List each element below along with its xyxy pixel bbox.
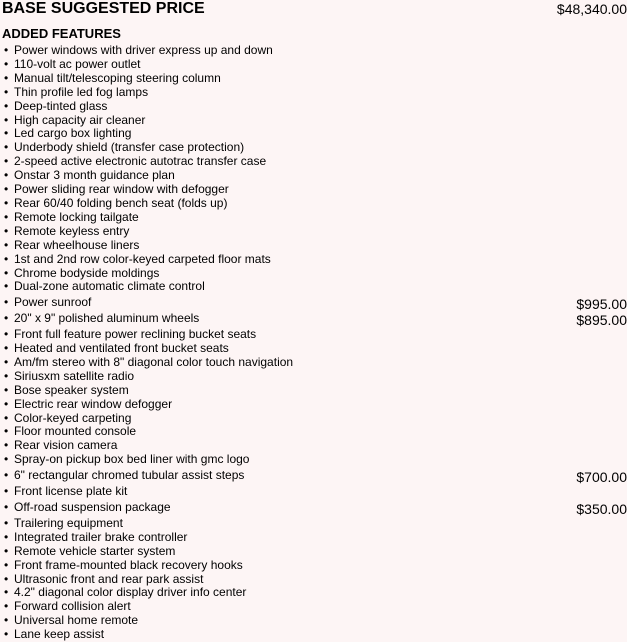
bullet-icon: • bbox=[4, 627, 9, 642]
feature-label: Universal home remote bbox=[14, 613, 139, 628]
feature-label: 2-speed active electronic autotrac transfer case bbox=[14, 154, 267, 169]
bullet-icon: • bbox=[4, 279, 9, 294]
bullet-icon: • bbox=[4, 265, 9, 280]
bullet-icon: • bbox=[4, 500, 9, 514]
feature-item bbox=[4, 614, 627, 628]
feature-item bbox=[4, 225, 627, 239]
feature-item bbox=[4, 253, 627, 267]
feature-label: Spray-on pickup box bed liner with gmc logo bbox=[14, 452, 250, 467]
feature-item bbox=[4, 114, 627, 128]
feature-label: 20" x 9" polished aluminum wheels bbox=[14, 311, 200, 326]
feature-label: Remote keyless entry bbox=[14, 223, 130, 238]
feature-item bbox=[4, 86, 627, 100]
feature-item bbox=[4, 239, 627, 253]
feature-item bbox=[4, 169, 627, 183]
bullet-icon: • bbox=[4, 354, 9, 369]
bullet-icon: • bbox=[4, 112, 9, 127]
bullet-icon: • bbox=[4, 311, 9, 326]
feature-item bbox=[4, 342, 627, 356]
feature-label: Heated and ventilated front bucket seats bbox=[14, 341, 229, 356]
bullet-icon: • bbox=[4, 84, 9, 99]
bullet-icon: • bbox=[4, 341, 9, 356]
bullet-icon: • bbox=[4, 396, 9, 411]
feature-item bbox=[4, 197, 627, 211]
feature-item bbox=[4, 127, 627, 141]
feature-item bbox=[4, 183, 627, 197]
feature-label: Chrome bodyside moldings bbox=[14, 265, 160, 280]
bullet-icon: • bbox=[4, 182, 9, 197]
feature-label: Onstar 3 month guidance plan bbox=[14, 168, 175, 183]
bullet-icon: • bbox=[4, 168, 9, 183]
feature-item bbox=[4, 398, 627, 412]
bullet-icon: • bbox=[4, 327, 9, 342]
feature-label: Thin profile led fog lamps bbox=[14, 84, 149, 99]
feature-label: Am/fm stereo with 8" diagonal color touch navigation bbox=[14, 354, 294, 369]
bullet-icon: • bbox=[4, 613, 9, 628]
feature-item bbox=[4, 425, 627, 439]
feature-label: Bose speaker system bbox=[14, 382, 129, 397]
feature-label: Integrated trailer brake controller bbox=[14, 529, 188, 544]
bullet-icon: • bbox=[4, 251, 9, 266]
feature-label: Deep-tinted glass bbox=[14, 98, 108, 113]
feature-item bbox=[4, 311, 627, 329]
bullet-icon: • bbox=[4, 599, 9, 614]
bullet-icon: • bbox=[4, 98, 9, 113]
feature-item bbox=[4, 58, 627, 72]
feature-item bbox=[4, 211, 627, 225]
bullet-icon: • bbox=[4, 56, 9, 71]
bullet-icon: • bbox=[4, 295, 9, 310]
bullet-icon: • bbox=[4, 195, 9, 210]
feature-label: Rear vision camera bbox=[14, 438, 118, 453]
feature-price: $350.00 bbox=[576, 501, 627, 517]
feature-label: Remote vehicle starter system bbox=[14, 543, 176, 558]
bullet-icon: • bbox=[4, 571, 9, 586]
feature-item bbox=[4, 384, 627, 398]
feature-item bbox=[4, 44, 627, 58]
bullet-icon: • bbox=[4, 382, 9, 397]
feature-label: Ultrasonic front and rear park assist bbox=[14, 571, 204, 586]
feature-item bbox=[4, 100, 627, 114]
feature-label: Rear wheelhouse liners bbox=[14, 237, 140, 252]
feature-item bbox=[4, 531, 627, 545]
bullet-icon: • bbox=[4, 237, 9, 252]
feature-item bbox=[4, 280, 627, 294]
feature-item bbox=[4, 141, 627, 155]
feature-label: Power sliding rear window with defogger bbox=[14, 182, 229, 197]
bullet-icon: • bbox=[4, 70, 9, 85]
feature-label: 1st and 2nd row color-keyed carpeted floor mats bbox=[14, 251, 271, 266]
bullet-icon: • bbox=[4, 529, 9, 544]
feature-label: Power windows with driver express up and down bbox=[14, 43, 273, 57]
feature-label: Led cargo box lighting bbox=[14, 126, 132, 141]
feature-item bbox=[4, 267, 627, 281]
feature-label: Floor mounted console bbox=[14, 424, 137, 439]
feature-label: Remote locking tailgate bbox=[14, 209, 139, 224]
feature-price: $895.00 bbox=[576, 312, 627, 329]
feature-item bbox=[4, 468, 627, 486]
bullet-icon: • bbox=[4, 410, 9, 425]
feature-item bbox=[4, 600, 627, 614]
bullet-icon: • bbox=[4, 154, 9, 169]
bullet-icon: • bbox=[4, 452, 9, 467]
bullet-icon: • bbox=[4, 43, 9, 57]
feature-label: Siriusxm satellite radio bbox=[14, 368, 135, 383]
feature-label: High capacity air cleaner bbox=[14, 112, 146, 127]
feature-label: Lane keep assist bbox=[14, 627, 105, 642]
feature-item bbox=[4, 370, 627, 384]
feature-label: Rear 60/40 folding bench seat (folds up) bbox=[14, 195, 228, 210]
feature-item bbox=[4, 586, 627, 600]
feature-label: Manual tilt/telescoping steering column bbox=[14, 70, 221, 85]
feature-item bbox=[4, 439, 627, 453]
bullet-icon: • bbox=[4, 126, 9, 141]
feature-item bbox=[4, 453, 627, 467]
feature-item bbox=[4, 72, 627, 86]
feature-label: 4.2" diagonal color display driver info center bbox=[14, 585, 247, 600]
added-features-list bbox=[4, 44, 627, 642]
feature-label: Front frame-mounted black recovery hooks bbox=[14, 557, 243, 572]
feature-label: Forward collision alert bbox=[14, 599, 131, 614]
feature-item bbox=[4, 517, 627, 531]
feature-price: $700.00 bbox=[576, 469, 627, 486]
feature-label: Electric rear window defogger bbox=[14, 396, 173, 411]
feature-label: Power sunroof bbox=[14, 295, 92, 310]
feature-label: Dual-zone automatic climate control bbox=[14, 279, 205, 294]
bullet-icon: • bbox=[4, 585, 9, 600]
bullet-icon: • bbox=[4, 438, 9, 453]
feature-label: 6" rectangular chromed tubular assist steps bbox=[14, 468, 245, 483]
feature-item bbox=[4, 628, 627, 642]
feature-item bbox=[4, 573, 627, 587]
bullet-icon: • bbox=[4, 543, 9, 558]
base-price-value: $48,340.00 bbox=[556, 1, 627, 17]
feature-label: Trailering equipment bbox=[14, 515, 123, 530]
bullet-icon: • bbox=[4, 209, 9, 224]
feature-item bbox=[4, 412, 627, 426]
bullet-icon: • bbox=[4, 515, 9, 530]
feature-label: Front license plate kit bbox=[14, 484, 128, 499]
base-price-row bbox=[2, 0, 627, 20]
feature-item bbox=[4, 356, 627, 370]
bullet-icon: • bbox=[4, 368, 9, 383]
feature-label: Underbody shield (transfer case protection) bbox=[14, 140, 245, 155]
bullet-icon: • bbox=[4, 468, 9, 483]
feature-label: Off-road suspension package bbox=[14, 500, 171, 514]
bullet-icon: • bbox=[4, 424, 9, 439]
feature-item bbox=[4, 485, 627, 499]
feature-label: Front full feature power reclining bucket seats bbox=[14, 327, 257, 342]
added-features-title: ADDED FEATURES bbox=[2, 26, 121, 41]
feature-label: Color-keyed carpeting bbox=[14, 410, 132, 425]
feature-price: $995.00 bbox=[576, 296, 627, 313]
feature-item bbox=[4, 559, 627, 573]
feature-item bbox=[4, 295, 627, 313]
bullet-icon: • bbox=[4, 223, 9, 238]
base-price-title: BASE SUGGESTED PRICE bbox=[2, 0, 205, 17]
bullet-icon: • bbox=[4, 484, 9, 499]
feature-label: 110-volt ac power outlet bbox=[14, 56, 141, 71]
feature-item bbox=[4, 545, 627, 559]
bullet-icon: • bbox=[4, 557, 9, 572]
feature-item bbox=[4, 155, 627, 169]
feature-item bbox=[4, 501, 627, 515]
feature-item bbox=[4, 328, 627, 342]
bullet-icon: • bbox=[4, 140, 9, 155]
